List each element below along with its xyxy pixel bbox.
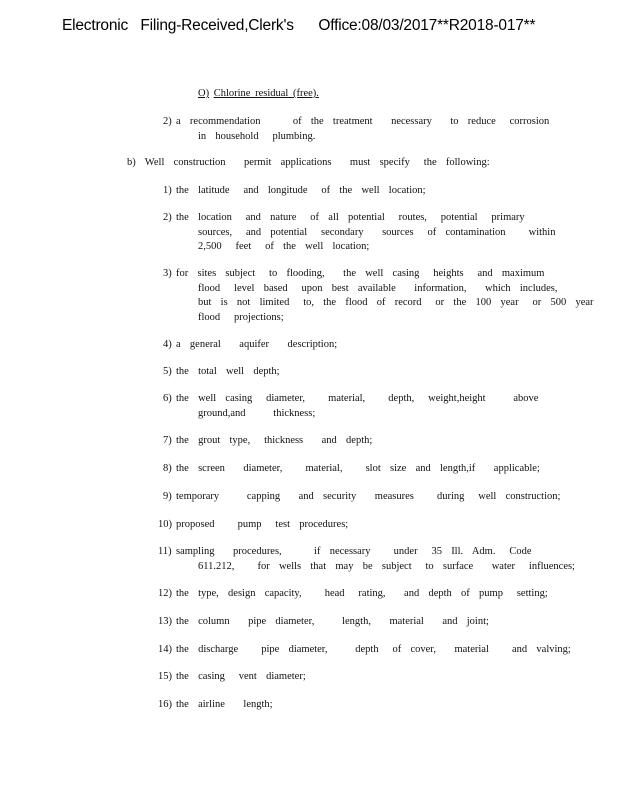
section-b-heading: b) Well construction permit applications must specify the following:: [127, 157, 490, 168]
item-line: a general aquifer description;: [176, 339, 338, 350]
item-line: the latitude and longitude of the well location;: [176, 185, 426, 196]
item-number: 2): [163, 116, 172, 127]
item-line: temporary capping and security measures during well construction;: [176, 491, 561, 502]
item-number: 10): [158, 519, 172, 530]
item-line: 611.212, for wells that may be subject to surface water influences;: [198, 560, 575, 572]
item-line: the airline length;: [176, 699, 273, 710]
item-line: but is not limited to, the flood of record or the 100 year or 500 year: [198, 297, 594, 309]
item-number: 3): [163, 268, 172, 279]
item-number: 11): [158, 546, 172, 557]
item-number: 15): [158, 671, 172, 682]
item-number: 8): [163, 463, 172, 474]
item-line: the casing vent diameter;: [176, 671, 306, 682]
item-number: 1): [163, 185, 172, 196]
item-number: 16): [158, 699, 172, 710]
item-number: 4): [163, 339, 172, 350]
item-line: for sites subject to flooding, the well casing heights and maximum: [176, 268, 545, 279]
filing-header: Electronic Filing-Received,Clerk's Office:08/03/2017**R2018-017**: [62, 17, 536, 34]
item-line: the column pipe diameter, length, material and joint;: [176, 616, 489, 627]
item-line: a recommendation of the treatment necessary to reduce corrosion: [176, 116, 550, 127]
item-number: 5): [163, 366, 172, 377]
item-line: the grout type, thickness and depth;: [176, 435, 373, 446]
item-line: the total well depth;: [176, 366, 280, 377]
item-line: flood projections;: [198, 311, 284, 323]
item-number: 13): [158, 616, 172, 627]
item-number: 2): [163, 212, 172, 223]
item-line: in household plumbing.: [198, 130, 316, 142]
item-number: 14): [158, 644, 172, 655]
item-line: the type, design capacity, head rating, and depth of pump setting;: [176, 588, 548, 599]
item-number: 7): [163, 435, 172, 446]
item-number: 9): [163, 491, 172, 502]
item-line: sampling procedures, if necessary under 35 Ill. Adm. Code: [176, 546, 532, 557]
item-line: the discharge pipe diameter, depth of cover, material and valving;: [176, 644, 571, 655]
item-number: 6): [163, 393, 172, 404]
item-line: sources, and potential secondary sources of contamination within: [198, 226, 556, 238]
item-line: the location and nature of all potential routes, potential primary: [176, 212, 525, 223]
item-line: 2,500 feet of the well location;: [198, 241, 370, 253]
chlorine-item: [198, 87, 339, 102]
item-line: the screen diameter, material, slot size and length,if applicable;: [176, 463, 540, 474]
item-number: 12): [158, 588, 172, 599]
item-line: proposed pump test procedures;: [176, 519, 349, 530]
chlorine-item-label: O): [198, 88, 210, 99]
chlorine-item-text: Chlorine residual (free).: [213, 88, 319, 99]
item-line: the well casing diameter, material, depth, weight,height above: [176, 393, 539, 404]
item-line: flood level based upon best available information, which includes,: [198, 282, 558, 294]
item-line: ground,and thickness;: [198, 407, 316, 419]
